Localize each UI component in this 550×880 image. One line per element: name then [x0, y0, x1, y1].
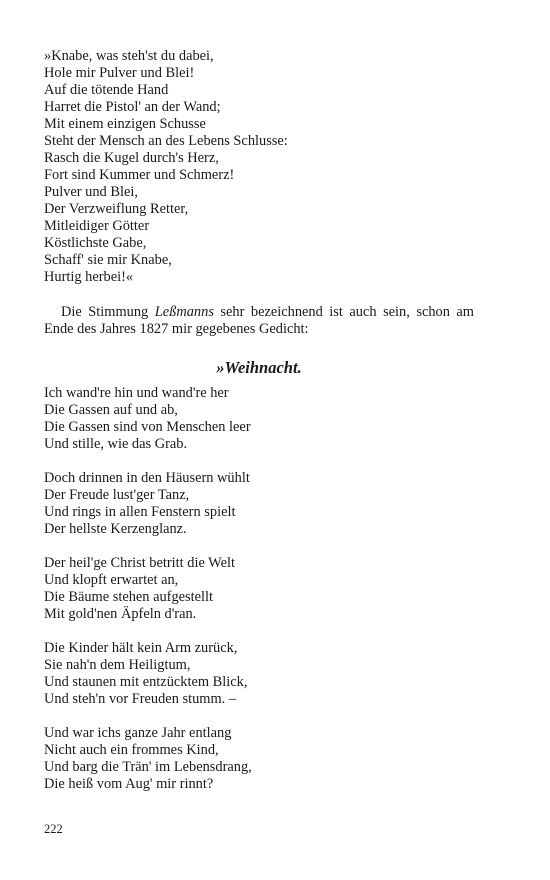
- verse-line: Hurtig herbei!«: [44, 269, 134, 285]
- verse-line: Der Freude lust'ger Tanz,: [44, 487, 190, 503]
- verse-line: Und barg die Trän' im Lebensdrang,: [44, 759, 252, 775]
- verse-line: Der heil'ge Christ betritt die Welt: [44, 555, 235, 571]
- verse-line: »Knabe, was steh'st du dabei,: [44, 48, 214, 64]
- verse-line: Der Verzweiflung Retter,: [44, 201, 189, 217]
- verse-line: Die Gassen sind von Menschen leer: [44, 419, 251, 435]
- verse-line: Und stille, wie das Grab.: [44, 436, 188, 452]
- verse-line: Harret die Pistol' an der Wand;: [44, 99, 221, 115]
- verse-line: Die Kinder hält kein Arm zurück,: [44, 640, 238, 656]
- verse-line: Steht der Mensch an des Lebens Schlusse:: [44, 133, 288, 149]
- poem-stanza: [44, 640, 474, 708]
- verse-line: Mit gold'nen Äpfeln d'ran.: [44, 606, 197, 622]
- prose-text-before: Die Stimmung: [61, 304, 155, 320]
- opening-verse: [44, 48, 474, 286]
- verse-line: Die heiß vom Aug' mir rinnt?: [44, 776, 214, 792]
- verse-line: Der hellste Kerzenglanz.: [44, 521, 187, 537]
- verse-line: Doch drinnen in den Häusern wühlt: [44, 470, 250, 486]
- poem-stanza: [44, 725, 474, 793]
- verse-line: Sie nah'n dem Heiligtum,: [44, 657, 191, 673]
- verse-line: Die Gassen auf und ab,: [44, 402, 178, 418]
- poem-title: »Weihnacht.: [216, 358, 302, 377]
- verse-line: Pulver und Blei,: [44, 184, 138, 200]
- book-page: [44, 48, 474, 793]
- verse-line: Mit einem einzigen Schusse: [44, 116, 206, 132]
- person-name: Leßmanns: [154, 304, 214, 320]
- verse-line: Köstlichste Gabe,: [44, 235, 147, 251]
- poem-stanza: [44, 555, 474, 623]
- poem-stanza: [44, 385, 474, 453]
- verse-line: Und staunen mit entzücktem Blick,: [44, 674, 248, 690]
- verse-line: Und klopft erwartet an,: [44, 572, 179, 588]
- verse-line: Auf die tötende Hand: [44, 82, 169, 98]
- verse-line: Nicht auch ein frommes Kind,: [44, 742, 219, 758]
- prose-text-after: sehr bezeichnend ist auch sein, schon am Ende des Jahres 1827 mir gegebenes Gedicht:: [44, 304, 474, 337]
- verse-line: Und steh'n vor Freuden stumm. –: [44, 691, 237, 707]
- verse-line: Schaff' sie mir Knabe,: [44, 252, 172, 268]
- verse-line: Die Bäume stehen aufgestellt: [44, 589, 214, 605]
- prose-paragraph: [44, 304, 474, 338]
- verse-line: Mitleidiger Götter: [44, 218, 150, 234]
- verse-line: Ich wand're hin und wand're her: [44, 385, 229, 401]
- verse-line: Und rings in allen Fenstern spielt: [44, 504, 236, 520]
- poem-stanza: [44, 470, 474, 538]
- verse-line: Fort sind Kummer und Schmerz!: [44, 167, 235, 183]
- poem-body: [44, 385, 474, 793]
- verse-line: Hole mir Pulver und Blei!: [44, 65, 195, 81]
- page-number: 222: [44, 822, 63, 836]
- verse-line: Rasch die Kugel durch's Herz,: [44, 150, 219, 166]
- verse-line: Und war ichs ganze Jahr entlang: [44, 725, 232, 741]
